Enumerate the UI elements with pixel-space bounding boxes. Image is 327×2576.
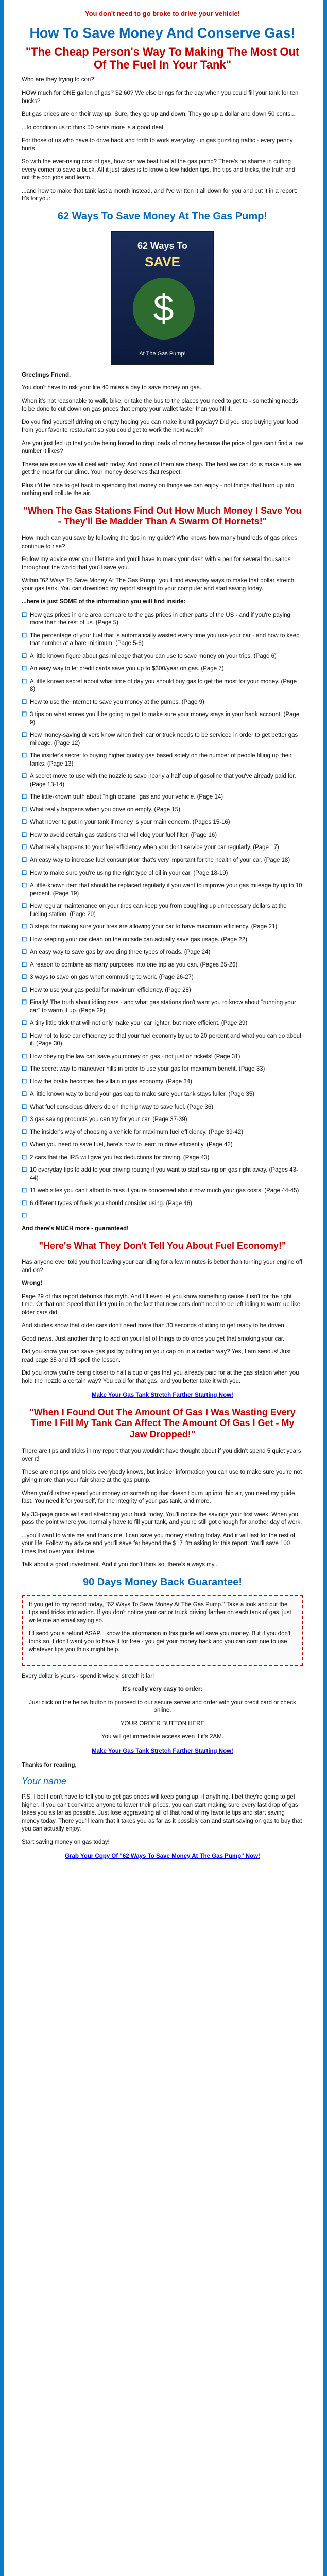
body-paragraph: How much can you save by following the tips in my guide? Who knows how many hundreds of gas prices continue to rise? [22, 535, 298, 550]
body-paragraph: Did you know you can save gas just by putting on your cap on in a certain way? Yes, I am serious! Just read page 35 and it'll spell the lesson. [22, 1349, 291, 1363]
check-icon: ☐ [22, 936, 27, 943]
list-item-text: The little-known truth about "high octane" gas and your vehicle. (Page 14) [30, 794, 223, 801]
list-item-text: 3 gas saving products you can try for your car. (Page 37-39) [30, 1116, 187, 1123]
body4 [22, 1448, 303, 1569]
list-item-text: What really happens to your fuel efficiency when you don't service your car regularly. (Page 17) [30, 844, 279, 851]
check-icon: ☐ [22, 1154, 27, 1161]
signature: Your name [22, 1775, 67, 1786]
list-item-text: When you need to save fuel, here's how to learn to drive efficiently. (Page 42) [30, 1142, 233, 1148]
list-item-text: How to use the Internet to save you money at the pumps. (Page 9) [30, 699, 204, 705]
body-paragraph: When it's not reasonable to walk, bike, or take the bus to the places you need to get to - something needs to be done to cut down on gas prices that empty your wallet faster than you fill it. [22, 398, 298, 413]
guarantee-title: 90 Days Money Back Guarantee! [82, 1576, 243, 1588]
list-item [22, 948, 303, 957]
product-image [111, 231, 214, 365]
check-icon: ☐ [22, 1213, 27, 1219]
list-item [22, 1078, 303, 1087]
intro-paragraph: ...to condition us to think 50 cents more is a good deal. [22, 124, 165, 131]
check-icon: ☐ [22, 1104, 27, 1110]
list-item [22, 1212, 303, 1221]
list-item-text: How regular maintenance on your tires can keep you from coughing up unnecessary dollars at the fueling station. (Page 20) [30, 903, 287, 918]
check-icon: ☐ [22, 1129, 27, 1136]
list-item [22, 678, 303, 694]
order-link-1[interactable]: Make Your Gas Tank Stretch Farther Starting Now! [92, 1392, 233, 1399]
section-title: "When The Gas Stations Find Out How Much Money I Save You - They'll Be Madder Than A Swarm Of Hornets!" [23, 505, 302, 527]
list-item [22, 961, 303, 970]
check-icon: ☐ [22, 819, 27, 826]
intro-paragraph: ...and how to make that tank last a month instead, and I've written it all down for you and put it in a report: It's for you: [22, 188, 298, 202]
check-icon: ☐ [22, 883, 27, 889]
list-item [22, 1032, 303, 1048]
body-paragraph: My 33-page guide will start stretching your buck today. You'll notice the savings your first week. When you pass the point where you normally have to fill your tank, and you're still got enough for another day of work. [22, 1511, 302, 1526]
order-link-3[interactable]: Grab Your Copy Of "62 Ways To Save Money At The Gas Pump" Now! [65, 1853, 260, 1860]
product-title-2: SAVE [145, 253, 180, 269]
list-item [22, 1020, 303, 1028]
list-item-text: An easy way to increase fuel consumption that's very important for the health of your car. (Page 18) [30, 857, 290, 863]
dollar-icon: $ [133, 278, 195, 340]
check-icon: ☐ [22, 1032, 27, 1039]
body-paragraph: When you'd rather spend your money on something that doesn't burn up into thin air, you need my guide fast. You need it for yourself, for the integrity of your gas tank, and more. [22, 1490, 295, 1505]
intro-paragraph: Who are they trying to con? [22, 77, 94, 83]
check-icon: ☐ [22, 753, 27, 759]
body-paragraph: Page 29 of this report debunks this myth. And I'll even let you know something cause it isn't for the right time. Or that one speed that I let you in on the fact that new cars don't need to be left idling to warm up like older cars did. [22, 1293, 301, 1316]
check-icon: ☐ [22, 666, 27, 672]
list-item [22, 711, 303, 727]
list-item-text: 10 everyday tips to add to your driving routing if you want to start saving on gas right away. (Pages 43-44) [30, 1167, 298, 1181]
list-item [22, 1187, 303, 1195]
intro-paragraph: But gas prices are on their way up. Sure, they go up and down. They go up a dollar and down 50 cents... [22, 111, 296, 118]
check-icon: ☐ [22, 732, 27, 739]
check-icon: ☐ [22, 857, 27, 863]
check-icon: ☐ [22, 924, 27, 930]
intro-tagline: 62 Ways To Save Money At The Gas Pump! [57, 210, 268, 222]
list-item [22, 903, 303, 919]
list-item-text: 11 web sites you can't afford to miss if you're concerned about how much your gas costs. (Page 44-45) [30, 1188, 299, 1194]
list-intro: ...here is just SOME of the information you will find inside: [22, 599, 186, 605]
body-paragraph: There are tips and tricks in my report that you wouldn't have thought about if you didn't spend 5 quiet years over it! [22, 1448, 301, 1463]
list-item [22, 857, 303, 865]
list-item-text: What really happens when you drive on empty. (Page 15) [30, 806, 180, 813]
list-item [22, 732, 303, 748]
list-item [22, 987, 303, 995]
list-item-text: 2 cars that the IRS will give you tax deductions for driving. (Page 43) [30, 1154, 210, 1161]
list-item [22, 832, 303, 840]
body-paragraph: Do you find yourself driving on empty hoping you can make it until payday? Did you stop buying your food from your favorite restaurant so you could get to work the next week? [22, 419, 298, 434]
check-icon: ☐ [22, 1200, 27, 1207]
check-icon: ☐ [22, 1142, 27, 1148]
intro-paragraph: HOW much for ONE gallon of gas? $2.60? We else brings for the day when you could fill your tank for ten bucks? [22, 90, 299, 105]
body2 [22, 535, 303, 593]
check-icon: ☐ [22, 1091, 27, 1098]
list-item-text: What never to put in your tank if money is your main concern. (Pages 15-16) [30, 819, 230, 826]
body-paragraph: Within "62 Ways To Save Money At The Gas Pump" you'll find everyday ways to make that dollar stretch your gas tank. You can download my report straight to your computer and start saving today. [22, 578, 295, 592]
list-item [22, 806, 303, 815]
list-item-text: How money-saving drivers know when their car or truck needs to be serviced in order to get better gas mileage. (Page 12) [30, 732, 298, 747]
list-item [22, 870, 303, 878]
body-paragraph: These are not tips and tricks everybody knows, but insider information you can use to make sure you're not giving more than your fair share at the gas pump. [22, 1469, 302, 1484]
list-item-text: The insider's way of choosing a vehicle for maximum fuel efficiency. (Page 39-42) [30, 1129, 244, 1136]
check-icon: ☐ [22, 844, 27, 851]
check-icon: ☐ [22, 949, 27, 956]
check-icon: ☐ [22, 832, 27, 838]
body-paragraph: Good news. Just another thing to add on your list of things to do once you get that smoking your car. [22, 1335, 285, 1342]
list-item [22, 844, 303, 852]
hero-subtitle: "The Cheap Person's Way To Making The Most Out Of The Fuel In Your Tank" [25, 45, 300, 71]
list-item-text: The secret way to maneuver hills in order to use your gas for maximum benefit. (Page 33) [30, 1066, 265, 1073]
check-icon: ☐ [22, 1188, 27, 1194]
list-item-text: How keeping your car clean on the outside can actually save gas usage. (Page 22) [30, 936, 247, 943]
greeting: Greetings Friend, [22, 371, 71, 378]
list-item [22, 1200, 303, 1208]
check-icon: ☐ [22, 999, 27, 1006]
list-item-text: 3 ways to save on gas when commuting to work. (Page 26-27) [30, 974, 194, 981]
check-icon: ☐ [22, 632, 27, 639]
list-item [22, 1116, 303, 1124]
check-icon: ☐ [22, 1167, 27, 1174]
body-paragraph: Plus it'd be nice to get back to spending that money on things we can enjoy - not things that burn up into nothing and pollute the air. [22, 482, 294, 497]
list-item [22, 1104, 303, 1112]
check-icon: ☐ [22, 974, 27, 981]
check-icon: ☐ [22, 653, 27, 659]
guarantee-paragraph: I'll send you a refund ASAP. I know the information in this guide will save you money. But if you don't think so, I don't want you to have it for free - you get your money back and you can continue to use whatever tips you think might help. [29, 1631, 291, 1653]
list-item [22, 773, 303, 789]
list-item [22, 974, 303, 982]
closing-paragraph: Every dollar is yours - spend it wisely, stretch it far! [22, 1673, 154, 1680]
signoff: Thanks for reading, [22, 1762, 77, 1769]
list-item-text: 3 steps for making sure your tires are allowing your car to have maximum efficiency. (Page 21) [30, 924, 278, 930]
list-item-text: An easy way to let credit cards save you up to $300/year on gas. (Page 7) [30, 666, 224, 672]
body-paragraph: Has anyone ever told you that leaving your car idling for a few minutes is better than turning your engine off and on? [22, 1259, 303, 1274]
list-item-text: The percentage of your fuel that is automatically wasted every time you use your car - and how to keep that number at a bare minimum. (Page 5-6) [30, 632, 300, 647]
list-item-text: How gas prices in one area compare to the gas prices in other parts of the US - and if you're paying more than the rest of us. (Page 5) [30, 612, 290, 626]
list-item [22, 882, 303, 898]
list-item-text: 6 different types of fuels you should consider using. (Page 46) [30, 1200, 192, 1207]
body-paragraph: Did you know you're being closer to half a cup of gas that you already paid for at the gas station when you hold the nozzle a certain way? You paid for that gas, and you better take it with you. [22, 1370, 299, 1384]
list-item [22, 819, 303, 827]
list-item-text: How to make sure you're using the right type of oil in your car. (Page 18-19) [30, 870, 228, 876]
list-item [22, 1053, 303, 1061]
closing [22, 1673, 303, 1741]
body-paragraph: And studies show that older cars don't need more than 30 seconds of idling to get ready to be driven. [22, 1323, 286, 1329]
body3 [22, 1259, 303, 1385]
list-item [22, 1154, 303, 1162]
list-item [22, 665, 303, 673]
check-icon: ☐ [22, 794, 27, 801]
list-item-text: How the brake becomes the villain in gas economy. (Page 34) [30, 1078, 192, 1085]
body-paragraph: Wrong! [22, 1280, 43, 1287]
check-icon: ☐ [22, 806, 27, 813]
closing-paragraph: It's really very easy to order: [122, 1686, 203, 1693]
closing-paragraph: You will get immediate access even if it's 2AM. [101, 1734, 223, 1740]
list-item [22, 752, 303, 768]
guarantee-paragraph: If you get to my report today, "62 Ways To Save Money At The Gas Pump." Take a look and put the tips and tricks into action. If you don't notice your car or truck driving farther on each tank of gas, just write me an email saying so. [29, 1601, 291, 1624]
list-item [22, 936, 303, 944]
body-paragraph: These are issues we all deal with today. And none of them are cheap. The best we can do is make sure we get the most for our dime. Your money deserves that respect. [22, 461, 301, 476]
list-item [22, 612, 303, 628]
list-item-text: The insider's secret to buying higher quality gas based solely on the number of people filling up their tanks. (Page 13) [30, 753, 292, 767]
list-item-text: A tiny little trick that will not only make your car lighter, but more efficient. (Page 29) [30, 1020, 248, 1027]
body-paragraph: Follow my advice over your lifetime and you'll have to mark your dash with a pen for several thousands throughout the world that you'll save you. [22, 556, 291, 571]
check-icon: ☐ [22, 1066, 27, 1073]
check-icon: ☐ [22, 1020, 27, 1027]
list-item-text: How to avoid certain gas stations that will clog your fuel filter. (Page 16) [30, 832, 217, 838]
list-item [22, 1091, 303, 1099]
check-icon: ☐ [22, 1078, 27, 1085]
list-item [22, 923, 303, 931]
list-item-text: Finally! The truth about idling cars - and what gas stations don't want you to know about "running your car" to warm it up. (Page 29) [30, 999, 296, 1014]
check-icon: ☐ [22, 699, 27, 705]
content [4, 0, 323, 1861]
list-outro: And there's MUCH more - guaranteed! [22, 1225, 129, 1232]
check-icon: ☐ [22, 612, 27, 618]
check-icon: ☐ [22, 711, 27, 718]
check-icon: ☐ [22, 678, 27, 685]
hero-title: How To Save Money And Conserve Gas! [29, 25, 296, 41]
section-title-2: "Here's What They Don't Tell You About Fuel Economy!" [39, 1240, 286, 1251]
list-item-text: How obeying the law can save you money on gas - not just on tickets! (Page 31) [30, 1053, 240, 1060]
list-item [22, 1166, 303, 1182]
body-paragraph: Are you just fed up that you're being forced to drop loads of money because the price of gas can't find a low number it likes? [22, 440, 303, 455]
body-paragraph: ...you'll want to write me and thank me. I can save you money starting today. And it will last for the rest of your life. Follow my advice and you'll save far beyond the $17 I'm asking for this report. You'll save 100 times that over your lifetime. [22, 1532, 296, 1555]
ps2: Start saving money on gas today! [22, 1839, 110, 1845]
check-icon: ☐ [22, 773, 27, 780]
body1 [22, 384, 303, 498]
check-icon: ☐ [22, 870, 27, 876]
list-item-text: 3 tips on what stores you'll be going to get to make sure your money stays in your bank account. (Page 9) [30, 711, 300, 726]
list-item [22, 793, 303, 802]
list-item [22, 653, 303, 661]
list-item [22, 1129, 303, 1137]
list-item-text: A secret move to use with the nozzle to save nearly a half cup of gasoline that you've already paid for. (Page 13-14) [30, 773, 296, 788]
list-item-text: A little known way to bend your gas cap to make sure your tank stays fuller. (Page 35) [30, 1091, 254, 1098]
body-paragraph: You don't have to risk your life 40 miles a day to save money on gas. [22, 385, 201, 392]
list-item [22, 699, 303, 707]
list-item-text: A reason to combine as many purposes into one trip as you can. (Pages 25-26) [30, 961, 238, 968]
guarantee-box [22, 1595, 303, 1666]
intro [22, 76, 303, 203]
intro-paragraph: For those of us who have to drive back and forth to work everyday - in gas guzzling traffic - every penny hurts. [22, 138, 293, 152]
section-title-3: "When I Found Out The Amount Of Gas I Was Wasting Every Time I Fill My Tank Can Affect The Amount Of Gas I Get - My Jaw Dropped!" [29, 1406, 296, 1439]
order-button[interactable]: YOUR ORDER BUTTON HERE [120, 1720, 205, 1727]
list-item [22, 632, 303, 648]
check-icon: ☐ [22, 961, 27, 968]
ps: P.S. I bet I don't have to tell you to get gas prices will keep going up, if anything. I bet they're going to get higher. If you can't convince anyone to lower their prices, you can start making sure every last drop of gas takes you as far as possible. Just lose aggravating all of that road of my favorite tips and start saving money today. There you'll learn that it takes you as far as it possibly can and start saving on gas to buy that you can actually enjoy. [22, 1794, 302, 1833]
product-title: 62 Ways To [137, 240, 188, 251]
check-icon: ☐ [22, 1116, 27, 1123]
list-item-text: An easy way to save gas by avoiding three types of roads. (Page 24) [30, 949, 211, 956]
list-item-text: How to use your gas pedal for maximum efficiency. (Page 28) [30, 987, 191, 993]
list-item-text: A little known figure about gas mileage that you can use to save money on your trips. (Page 6) [30, 653, 277, 659]
check-icon: ☐ [22, 987, 27, 993]
body-paragraph: Talk about a good investment. And if you don't think so, there's always my... [22, 1562, 219, 1568]
order-link-2[interactable]: Make Your Gas Tank Stretch Farther Starting Now! [92, 1748, 233, 1754]
check-icon: ☐ [22, 1053, 27, 1060]
list-item-text: A little known secret about what time of day you should buy gas to get the most for your money. (Page 8) [30, 678, 297, 693]
header-note: You don't need to go broke to drive your vehicle! [84, 10, 240, 18]
product-box [22, 231, 303, 365]
list-item-text: How not to lose car efficiency so that your fuel economy by up to 20 percent and what you can do about it. (Page 30) [30, 1032, 302, 1047]
closing-paragraph: Just click on the below button to proceed to our secure server and order with your credit card or check online. [29, 1699, 296, 1714]
list-item-text: What fuel conscious drivers do on the highway to save fuel. (Page 36) [30, 1104, 214, 1110]
list-item [22, 1141, 303, 1149]
list-item [22, 999, 303, 1015]
list-item [22, 1065, 303, 1074]
intro-paragraph: So with the ever-rising cost of gas, how can we beat fuel at the gas pump? There's no shame in cutting every corner to save a buck. All it just takes is to know a few hidden tips, the tips and tricks, the truth and not the con jobs and learn... [22, 159, 296, 181]
product-subtitle: At The Gas Pump! [139, 350, 186, 357]
check-icon: ☐ [22, 903, 27, 910]
sales-page [4, 0, 323, 2576]
benefit-list [22, 612, 303, 1221]
list-item-text: A little-known item that should be replaced regularly if you want to improve your gas mileage by up to 10 percent. (Page 19) [30, 883, 302, 897]
